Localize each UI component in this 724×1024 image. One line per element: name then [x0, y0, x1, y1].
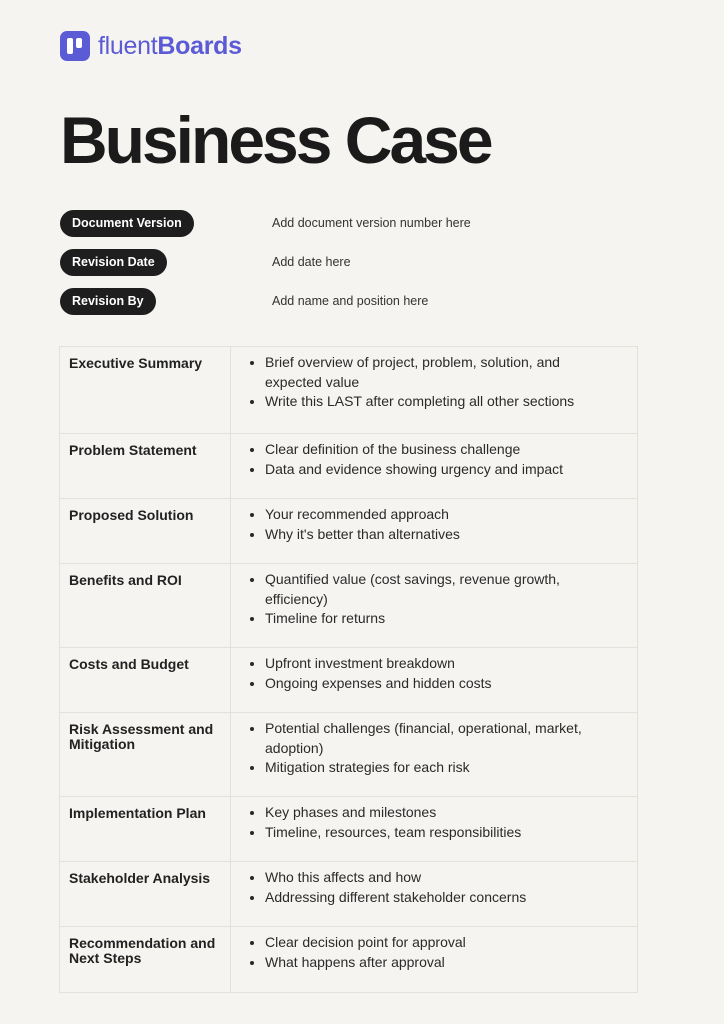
table-row-costs-budget: [60, 648, 637, 713]
section-items: [231, 862, 637, 926]
section-items: [231, 927, 637, 992]
list-item: Potential challenges (financial, operational, market, adoption): [246, 719, 619, 758]
table-row-problem-statement: [60, 434, 637, 499]
list-item: Timeline, resources, team responsibilities: [246, 823, 619, 843]
list-item: Key phases and milestones: [246, 803, 619, 823]
page-title: Business Case: [60, 103, 491, 177]
section-items: [231, 648, 637, 712]
meta-row-document-version: [60, 210, 560, 237]
list-item: Why it's better than alternatives: [246, 525, 619, 545]
section-label: Executive Summary: [60, 347, 231, 433]
meta-row-revision-date: [60, 249, 560, 276]
list-item: What happens after approval: [246, 953, 619, 973]
fluentboards-logo: [60, 31, 242, 61]
section-items: [231, 797, 637, 861]
section-items: [231, 713, 637, 796]
list-item: Clear decision point for approval: [246, 933, 619, 953]
meta-value: Add document version number here: [272, 216, 471, 230]
section-items: [231, 564, 637, 647]
meta-label-pill: Document Version: [60, 210, 194, 237]
list-item: Addressing different stakeholder concerns: [246, 888, 619, 908]
list-item: Write this LAST after completing all other sections: [246, 392, 619, 412]
brand-name-bold: Boards: [157, 32, 242, 60]
section-items: [231, 347, 637, 433]
list-item: Upfront investment breakdown: [246, 654, 619, 674]
list-item: Brief overview of project, problem, solution, and expected value: [246, 353, 619, 392]
section-label: Stakeholder Analysis: [60, 862, 231, 926]
list-item: Clear definition of the business challenge: [246, 440, 619, 460]
table-row-risk-assessment: [60, 713, 637, 797]
list-item: Your recommended approach: [246, 505, 619, 525]
brand-name-light: fluent: [98, 32, 158, 60]
meta-value: Add date here: [272, 255, 351, 269]
table-row-benefits-roi: [60, 564, 637, 648]
brand-name: [98, 31, 242, 61]
table-row-stakeholder-analysis: [60, 862, 637, 927]
boards-logo-icon: [60, 31, 90, 61]
meta-label-pill: Revision By: [60, 288, 156, 315]
section-label: Costs and Budget: [60, 648, 231, 712]
section-label: Recommendation and Next Steps: [60, 927, 231, 992]
section-label: Proposed Solution: [60, 499, 231, 563]
list-item: Ongoing expenses and hidden costs: [246, 674, 619, 694]
meta-label-pill: Revision Date: [60, 249, 167, 276]
list-item: Data and evidence showing urgency and impact: [246, 460, 619, 480]
table-row-recommendation: [60, 927, 637, 992]
list-item: Mitigation strategies for each risk: [246, 758, 619, 778]
section-label: Implementation Plan: [60, 797, 231, 861]
list-item: Timeline for returns: [246, 609, 619, 629]
sections-table: [59, 346, 638, 993]
section-items: [231, 499, 637, 563]
table-row-implementation-plan: [60, 797, 637, 862]
meta-row-revision-by: [60, 288, 560, 315]
list-item: Quantified value (cost savings, revenue growth, efficiency): [246, 570, 619, 609]
meta-value: Add name and position here: [272, 294, 429, 308]
section-label: Benefits and ROI: [60, 564, 231, 647]
table-row-proposed-solution: [60, 499, 637, 564]
section-label: Problem Statement: [60, 434, 231, 498]
section-items: [231, 434, 637, 498]
section-label: Risk Assessment and Mitigation: [60, 713, 231, 796]
list-item: Who this affects and how: [246, 868, 619, 888]
table-row-executive-summary: [60, 347, 637, 434]
